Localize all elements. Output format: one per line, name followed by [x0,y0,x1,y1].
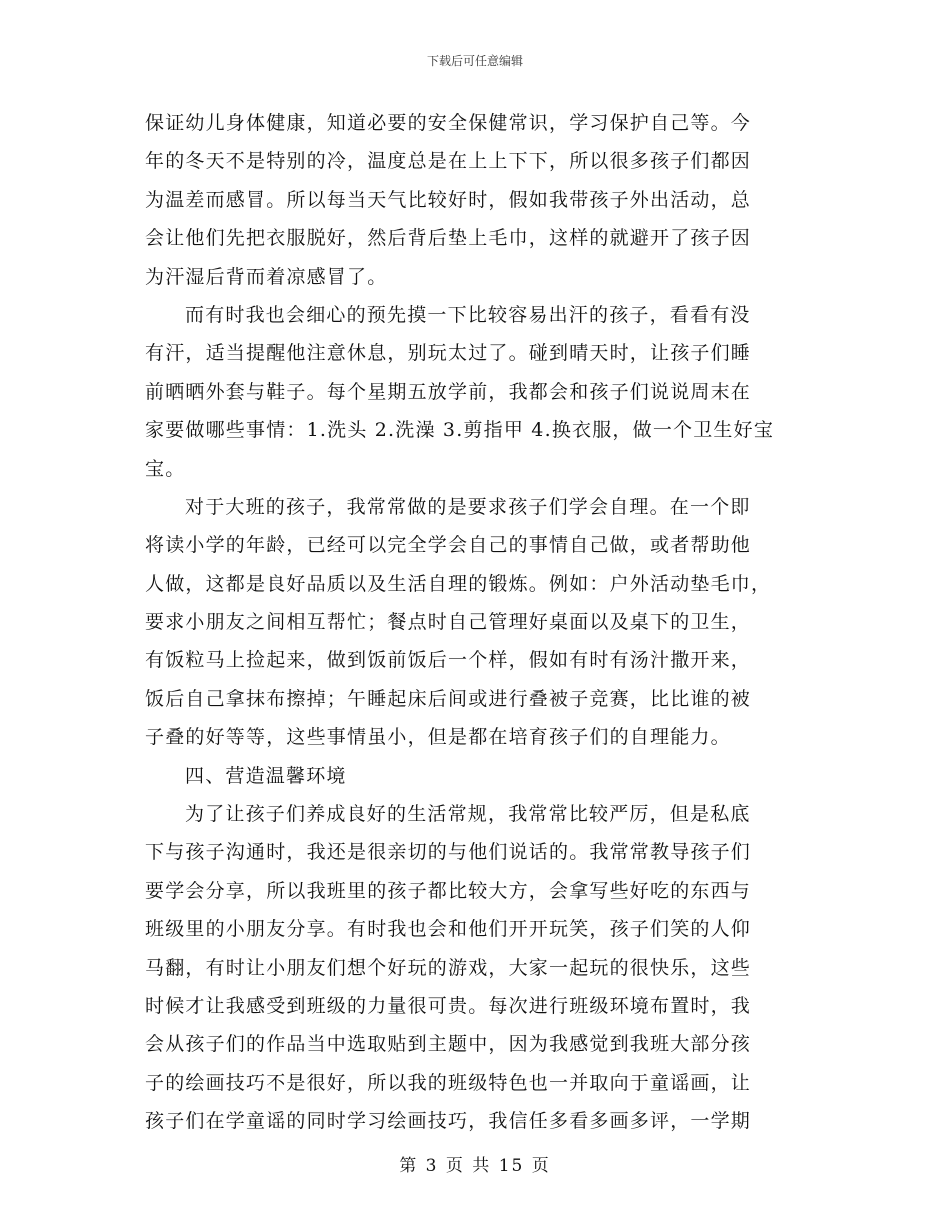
text-line: 子的绘画技巧不是很好，所以我的班级特色也一并取向于童谣画，让 [145,1071,752,1094]
text-line: 宝。 [145,457,186,480]
text-line: 对于大班的孩子，我常常做的是要求孩子们学会自理。在一个即 [185,495,751,518]
text-line: 有汗，适当提醒他注意休息，别玩太过了。碰到晴天时，让孩子们睡 [145,342,752,365]
text-line: 有饭粒马上捡起来，做到饭前饭后一个样，假如有时有汤汁撒开来， [145,649,752,672]
text-line: 为汗湿后背而着凉感冒了。 [145,265,388,288]
text-line: 马翻，有时让小朋友们想个好玩的游戏，大家一起玩的很快乐，这些 [145,956,752,979]
text-line: 将读小学的年龄，已经可以完全学会自己的事情自己做，或者帮助他 [145,534,752,557]
text-line: 年的冬天不是特别的冷，温度总是在上上下下，所以很多孩子们都因 [145,150,752,173]
text-line: 会让他们先把衣服脱好，然后背后垫上毛巾，这样的就避开了孩子因 [145,227,752,250]
page-header: 下载后可任意编辑 [426,54,523,68]
text-line: 四、营造温馨环境 [185,764,347,787]
text-line: 家要做哪些事情：1.洗头 2.洗澡 3.剪指甲 4.换衣服，做一个卫生好宝 [145,419,775,442]
text-line: 班级里的小朋友分享。有时我也会和他们开开玩笑，孩子们笑的人仰 [145,918,752,941]
text-line: 子叠的好等等，这些事情虽小，但是都在培育孩子们的自理能力。 [145,726,731,749]
text-line: 下与孩子沟通时，我还是很亲切的与他们说话的。我常常教导孩子们 [145,841,752,864]
text-line: 时候才让我感受到班级的力量很可贵。每次进行班级环境布置时，我 [145,994,752,1017]
text-line: 人做，这都是良好品质以及生活自理的锻炼。例如：户外活动垫毛巾， [145,572,772,595]
text-line: 前晒晒外套与鞋子。每个星期五放学前，我都会和孩子们说说周末在 [145,380,752,403]
text-line: 饭后自己拿抹布擦掉；午睡起床后间或进行叠被子竞赛，比比谁的被 [145,687,752,710]
text-line: 为温差而感冒。所以每当天气比较好时，假如我带孩子外出活动，总 [145,188,752,211]
text-line: 保证幼儿身体健康，知道必要的安全保健常识，学习保护自己等。今 [145,112,752,134]
document-body [145,104,810,1141]
text-line: 要求小朋友之间相互帮忙；餐点时自己管理好桌面以及桌下的卫生， [145,611,752,634]
text-line: 孩子们在学童谣的同时学习绘画技巧，我信任多看多画多评，一学期 [145,1110,752,1133]
text-line: 为了让孩子们养成良好的生活常规，我常常比较严厉，但是私底 [185,803,751,826]
page-footer: 第 3 页 共 15 页 [399,1156,551,1176]
text-line: 要学会分享，所以我班里的孩子都比较大方，会拿写些好吃的东西与 [145,879,752,902]
text-line: 而有时我也会细心的预先摸一下比较容易出汗的孩子，看看有没 [185,303,751,326]
text-line: 会从孩子们的作品当中选取贴到主题中，因为我感觉到我班大部分孩 [145,1033,752,1056]
